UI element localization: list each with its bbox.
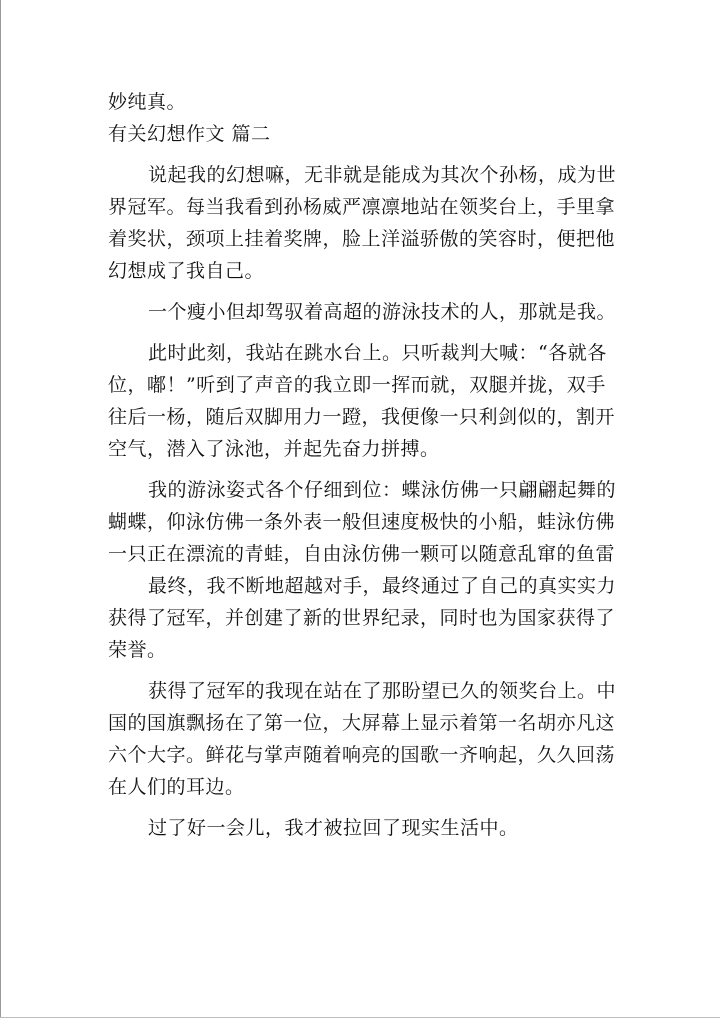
paragraph-4-line-3: 一只正在漂流的青蛙，自由泳仿佛一颗可以随意乱窜的鱼雷 [108,543,616,565]
paragraph-1-line-1: 说起我的幻想嘛，无非就是能成为其次个孙杨，成为世 [148,164,617,186]
paragraph-2-line-1: 一个瘦小但却驾驭着高超的游泳技术的人，那就是我。 [148,301,617,323]
paragraph-6-line-2: 国的国旗飘扬在了第一位，大屏幕上显示着第一名胡亦凡这 [108,712,616,734]
paragraph-4-line-1: 我的游泳姿式各个仔细到位：蝶泳仿佛一只翩翩起舞的 [148,479,617,501]
paragraph-4-line-2: 蝴蝶，仰泳仿佛一条外表一般但速度极快的小船，蛙泳仿佛 [108,511,616,533]
paragraph-5-line-1: 最终，我不断地超越对手，最终通过了自己的真实实力 [148,575,617,597]
document-body [108,86,617,844]
paragraph-5-line-2: 获得了冠军，并创建了新的世界纪录，同时也为国家获得了 [108,607,616,629]
paragraph-7-line-1: 过了好一会儿，我才被拉回了现实生活中。 [148,817,519,839]
page-border-left [0,0,1,1018]
paragraph-1-line-2: 界冠军。每当我看到孙杨威严凛凛地站在领奖台上，手里拿 [108,196,616,218]
paragraph-3-line-3: 往后一杨，随后双脚用力一蹬，我便像一只利剑似的，割开 [108,406,616,428]
paragraph-3-line-4: 空气，潜入了泳池，并起先奋力拼搏。 [108,438,440,460]
paragraph-5-line-3: 荣誉。 [108,639,167,661]
paragraph-6-line-3: 六个大字。鲜花与掌声随着响亮的国歌一齐响起，久久回荡 [108,744,616,766]
paragraph-3-line-2: 位，嘟！”听到了声音的我立即一挥而就，双腿并拢，双手 [108,374,606,396]
section-heading: 有关幻想作文 篇二 [108,123,271,145]
text-line-1: 妙纯真。 [108,91,187,113]
paragraph-6-line-1: 获得了冠军的我现在站在了那盼望已久的领奖台上。中 [148,680,617,702]
paragraph-3-line-1: 此时此刻，我站在跳水台上。只听裁判大喊：“各就各 [148,342,607,364]
paragraph-6-line-4: 在人们的耳边。 [108,776,245,798]
paragraph-1-line-4: 幻想成了我自己。 [108,260,265,282]
paragraph-1-line-3: 着奖状，颈项上挂着奖牌，脸上洋溢骄傲的笑容时，便把他 [108,228,616,250]
